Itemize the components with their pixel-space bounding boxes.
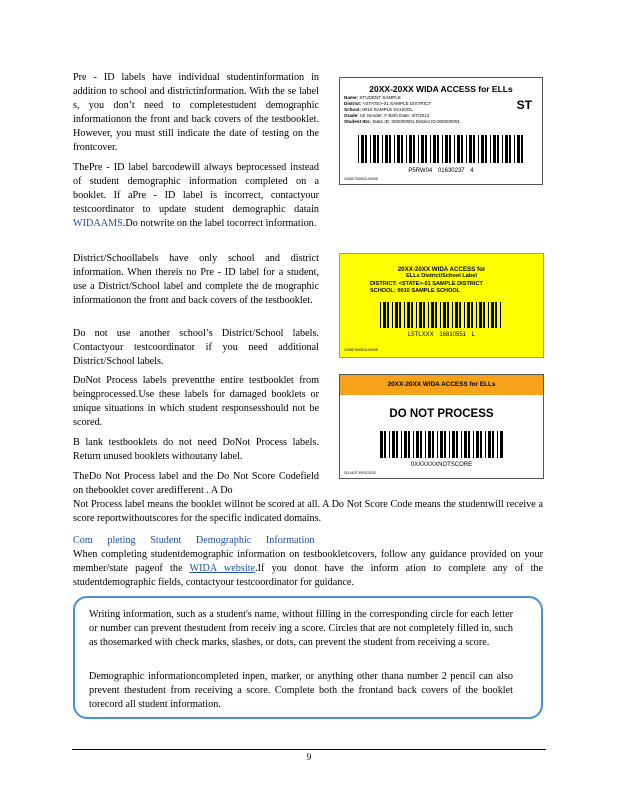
- barcode-bar: [493, 135, 496, 163]
- barcode-bar: [509, 135, 511, 163]
- barcode-bar: [521, 135, 523, 163]
- barcode-bar: [385, 135, 388, 163]
- paragraph-barcode-processing: [73, 161, 319, 231]
- barcode-bar: [440, 431, 443, 458]
- callout-paragraph-pencil: Demographic informationcompleted inpen, marker, or anything other thana number 2 pencil can also prevent thestudent from receiving a score. Complete both the frontand back covers of the booklet torecord all student information.: [89, 671, 513, 710]
- label-school-line: SCHOOL: 0010 SAMPLE SCHOOL: [370, 288, 461, 294]
- do-not-process-label-image: [339, 374, 544, 479]
- paragraph-text: .Do notwrite on the label tocorrect information.: [122, 218, 317, 229]
- barcode-bar: [473, 135, 475, 163]
- barcode: [358, 135, 526, 163]
- barcode-bar: [454, 135, 455, 163]
- barcode-bar: [480, 431, 482, 458]
- barcode-bar: [466, 135, 467, 163]
- barcode-bar: [500, 302, 501, 328]
- label-rows: [344, 95, 494, 125]
- barcode-bar: [490, 135, 491, 163]
- barcode-bar: [485, 135, 487, 163]
- label-subtitle: ELLs District/School Label: [406, 273, 477, 279]
- barcode-bar: [404, 431, 407, 458]
- barcode-bar: [432, 431, 434, 458]
- barcode-bar: [411, 302, 413, 328]
- barcode-bar: [442, 135, 443, 163]
- barcode-bar: [413, 135, 415, 163]
- barcode-bar: [384, 431, 386, 458]
- barcode-bar: [467, 302, 470, 328]
- barcode-bar: [389, 135, 391, 163]
- label-footer: DO-NOT-PROCESS: [344, 471, 376, 475]
- paragraph-district-school-labels: District/Schoollabels have only school and district information. When thereis no Pre - ID label for a student, use a District/School label and complete the de mographic informationon the front and back covers of the testbooklet.: [73, 253, 319, 306]
- barcode-bar: [447, 302, 449, 328]
- barcode-bar: [445, 135, 448, 163]
- paragraph-blank-booklets: B lank testbooklets do not need DoNot Process labels. Return unused booklets withoutany label.: [73, 437, 319, 462]
- barcode-text: P5RW04 01630237 4: [408, 168, 474, 174]
- label-row: Grade: 02 Gender: F Birth Date: 4/7/2012: [344, 113, 430, 118]
- barcode-bar: [461, 135, 463, 163]
- barcode-bar: [437, 431, 438, 458]
- barcode-bar: [497, 431, 498, 458]
- barcode-bar: [481, 135, 484, 163]
- pre-id-label-image: [339, 77, 543, 185]
- barcode-bar: [428, 302, 429, 328]
- barcode-bar: [464, 302, 465, 328]
- label-district-line: DISTRICT: <STATE>-01 SAMPLE DISTRICT: [370, 281, 483, 287]
- barcode-bar: [488, 302, 489, 328]
- barcode-bar: [449, 431, 450, 458]
- barcode-bar: [401, 431, 402, 458]
- label-row: District: <STATE>-01 SAMPLE DISTRICT: [344, 101, 432, 106]
- barcode-bar: [395, 302, 398, 328]
- barcode-bar: [399, 302, 401, 328]
- barcode-bar: [476, 431, 479, 458]
- barcode-bar: [485, 431, 486, 458]
- paragraph-text: .If you donot have the inform ation to complete any of the studentdemographic fields, contactyour testcoordinator for guidance.: [73, 563, 544, 588]
- barcode-bar: [425, 431, 426, 458]
- barcode-bar: [413, 431, 414, 458]
- barcode-bar: [382, 135, 383, 163]
- student-badge: ST: [516, 98, 532, 112]
- barcode-bar: [419, 302, 422, 328]
- barcode-bar: [401, 135, 403, 163]
- barcode-bar: [420, 431, 422, 458]
- barcode-bar: [478, 135, 479, 163]
- barcode-bar: [431, 302, 434, 328]
- barcode-bar: [406, 135, 407, 163]
- barcode-bar: [358, 135, 359, 163]
- barcode-bar: [365, 135, 367, 163]
- barcode-bar: [491, 302, 494, 328]
- widaams-link[interactable]: WIDAAMS: [73, 218, 123, 229]
- barcode-bar: [497, 135, 499, 163]
- barcode-bar: [416, 431, 419, 458]
- barcode-bar: [500, 431, 503, 458]
- barcode-bar: [473, 431, 474, 458]
- barcode-bar: [435, 302, 437, 328]
- label-row: School: 0010 SAMPLE SCHOOL: [344, 107, 413, 112]
- callout-box: [73, 596, 543, 719]
- wida-website-link[interactable]: WIDA website: [189, 563, 256, 574]
- barcode-bar: [392, 431, 395, 458]
- barcode-bar: [380, 302, 381, 328]
- label-row: Student IDs: State ID: 000000001 District ID:000000001: [344, 119, 460, 124]
- paragraph-text: ThePre - ID label barcodewill always beprocessed instead of student demographic information completed on a booklet. If aPre - ID label is incorrect, contactyour testcoordinator to update student demographic datain: [73, 162, 319, 215]
- barcode-bar: [469, 135, 472, 163]
- barcode-text: 0XXXXXXNOTSCORE: [410, 462, 473, 468]
- barcode-bar: [457, 135, 460, 163]
- label-footer: 1008174000OL00005: [344, 177, 378, 181]
- barcode-bar: [444, 431, 446, 458]
- barcode-bar: [479, 302, 482, 328]
- barcode-bar: [383, 302, 386, 328]
- barcode-bar: [459, 302, 461, 328]
- barcode: [380, 431, 504, 458]
- barcode-bar: [495, 302, 497, 328]
- barcode-bar: [418, 135, 419, 163]
- barcode-bar: [397, 135, 400, 163]
- label-title: 20XX-20XX WIDA ACCESS for ELLs: [369, 84, 513, 94]
- barcode-bar: [471, 302, 473, 328]
- barcode-bar: [452, 431, 455, 458]
- barcode-bar: [404, 302, 405, 328]
- barcode-bar: [389, 431, 390, 458]
- page-number: 9: [306, 752, 312, 762]
- footer-rule: [72, 749, 546, 750]
- barcode-bar: [517, 135, 520, 163]
- barcode-bar: [370, 135, 371, 163]
- barcode-bar: [416, 302, 417, 328]
- barcode-bar: [452, 302, 453, 328]
- barcode-bar: [425, 135, 427, 163]
- district-school-label-image: [339, 253, 544, 358]
- barcode-bar: [502, 135, 503, 163]
- barcode-bar: [514, 135, 515, 163]
- barcode-bar: [407, 302, 410, 328]
- barcode-bar: [443, 302, 446, 328]
- paragraph-dnp-vs-dns-line1: TheDo Not Process label and the Do Not Score Codefield on thebooklet cover aredifferent . A Do: [73, 471, 319, 496]
- label-row: Name: STUDENT SAMPLE: [344, 95, 401, 100]
- barcode-bar: [468, 431, 470, 458]
- barcode-bar: [449, 135, 451, 163]
- barcode-bar: [461, 431, 462, 458]
- barcode-bar: [396, 431, 398, 458]
- paragraph-text: When completing studentdemographic information on testbookletcovers, follow any guidance provided on your member/state pageof the: [73, 549, 543, 574]
- barcode-bar: [433, 135, 436, 163]
- barcode-bar: [428, 431, 431, 458]
- barcode-bar: [421, 135, 424, 163]
- barcode-text: L5TLXXX 16810551 L: [407, 332, 476, 338]
- barcode-bar: [455, 302, 458, 328]
- barcode: [380, 302, 504, 328]
- barcode-bar: [505, 135, 508, 163]
- barcode-bar: [440, 302, 441, 328]
- paragraph-dnp-vs-dns: Not Process label means the booklet willnot be scored at all. A Do Not Score Code means the studentwill receive a score reportwithoutscores for the specific indicated domains.: [73, 499, 543, 524]
- paragraph-do-not-process: DoNot Process labels preventthe entire testbooklet from beingprocessed.Use these labels for damaged booklets or unique situations in which student responsesshould not be scored.: [73, 375, 319, 428]
- paragraph-completing-demographic: [73, 548, 543, 590]
- barcode-bar: [361, 135, 364, 163]
- barcode-bar: [394, 135, 395, 163]
- barcode-bar: [488, 431, 491, 458]
- label-main-text: DO NOT PROCESS: [389, 408, 494, 420]
- barcode-bar: [380, 431, 383, 458]
- barcode-bar: [492, 431, 494, 458]
- barcode-bar: [377, 135, 379, 163]
- barcode-bar: [437, 135, 439, 163]
- barcode-bar: [430, 135, 431, 163]
- barcode-bar: [373, 135, 376, 163]
- barcode-bar: [392, 302, 393, 328]
- paragraph-pre-id-labels: Pre - ID labels have individual studentinformation in addition to school and districtinformation. With the se label s, you don’t need to completestudent demographic informationon the front and back covers of the testbooklet. However, you must still indicate the date of testing on the frontcover.: [73, 72, 319, 153]
- barcode-bar: [483, 302, 485, 328]
- section-heading: Com pleting Student Demographic Information: [73, 535, 315, 546]
- barcode-bar: [476, 302, 477, 328]
- paragraph-other-school-labels: Do not use another school’s District/School labels. Contactyour testcoordinator if you need additional District/School labels.: [73, 328, 319, 367]
- barcode-bar: [409, 135, 412, 163]
- barcode-bar: [408, 431, 410, 458]
- barcode-bar: [387, 302, 389, 328]
- label-title: 20XX-20XX WIDA ACCESS for ELLs: [387, 381, 496, 388]
- barcode-bar: [423, 302, 425, 328]
- barcode-bar: [456, 431, 458, 458]
- label-footer: 1008174000OL00005: [344, 348, 378, 352]
- callout-paragraph-writing: Writing information, such as a student's name, without filling in the corresponding circle for each letter or number can prevent thestudent from receiv ing a score. Circles that are not completely filled in, such as thosemarked with check marks, slashes, or dots, can prevent the student from receiving a score.: [89, 609, 513, 648]
- barcode-bar: [464, 431, 467, 458]
- label-title: 20XX-20XX WIDA ACCESS for: [397, 266, 486, 273]
